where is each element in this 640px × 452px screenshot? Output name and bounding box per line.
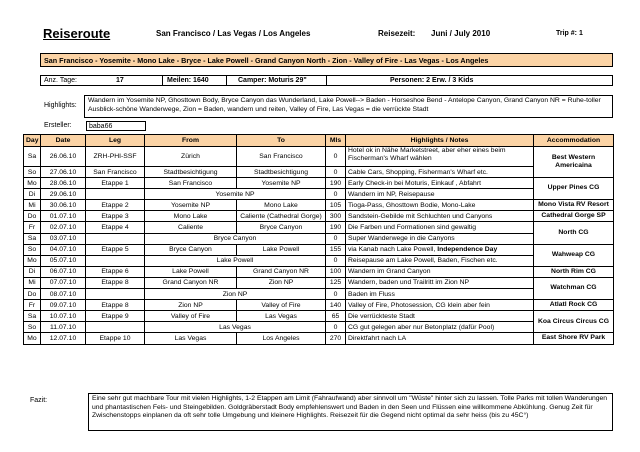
cell-mls: 0 <box>326 167 346 178</box>
cell-to: Zion NP <box>237 277 326 288</box>
cell-day: So <box>24 322 41 333</box>
tage-value: 17 <box>116 77 124 84</box>
itinerary-table <box>23 134 614 345</box>
cell-accommodation: Best Western Americaina <box>534 147 614 178</box>
col-header-mls: Mls <box>326 135 346 147</box>
cell-mls: 105 <box>326 200 346 211</box>
cell-to: Los Angeles <box>237 333 326 344</box>
cell-leg <box>86 233 145 244</box>
cell-day: Di <box>24 189 41 200</box>
cell-leg <box>86 289 145 300</box>
cell-mls: 140 <box>326 300 346 311</box>
table-row <box>24 211 614 222</box>
cell-to: Las Vegas <box>237 311 326 322</box>
cell-date: 02.07.10 <box>41 222 86 233</box>
cell-leg: Etappe 5 <box>86 244 145 255</box>
cell-day: Fr <box>24 222 41 233</box>
cell-date: 30.06.10 <box>41 200 86 211</box>
cell-to: Stadtbesichtigung <box>237 167 326 178</box>
cell-mls: 0 <box>326 322 346 333</box>
tage-label: Anz. Tage: <box>44 77 77 84</box>
cell-leg: San Francisco <box>86 167 145 178</box>
cell-leg: Etappe 8 <box>86 277 145 288</box>
route-summary: San Francisco / Las Vegas / Los Angeles <box>156 29 311 38</box>
cell-accommodation: Watchman CG <box>534 277 614 299</box>
cell-notes: Baden im Fluss <box>346 289 534 300</box>
table-row <box>24 255 614 266</box>
cell-date: 06.07.10 <box>41 266 86 277</box>
cell-location: Zion NP <box>145 289 326 300</box>
cell-notes: CG gut gelegen aber nur Betonplatz (dafür Pool) <box>346 322 534 333</box>
notes-text: via Kanab nach Lake Powell, <box>348 246 438 254</box>
cell-notes <box>346 244 534 255</box>
cell-mls: 270 <box>326 333 346 344</box>
cell-notes: Tioga-Pass, Ghosttown Bodie, Mono-Lake <box>346 200 534 211</box>
cell-day: Sa <box>24 147 41 167</box>
cell-from: Bryce Canyon <box>145 244 237 255</box>
cell-location: Bryce Canyon <box>145 233 326 244</box>
cell-notes: Cable Cars, Shopping, Fisherman's Wharf etc. <box>346 167 534 178</box>
cell-date: 05.07.10 <box>41 255 86 266</box>
cell-mls: 0 <box>326 189 346 200</box>
table-row <box>24 311 614 322</box>
cell-to: Bryce Canyon <box>237 222 326 233</box>
cell-date: 26.06.10 <box>41 147 86 167</box>
cell-notes: Valley of Fire, Photosession, CG klein aber fein <box>346 300 534 311</box>
route-bar: San Francisco - Yosemite - Mono Lake - Bryce - Lake Powell - Grand Canyon North - Zion - Valley of Fire - Las Vegas - Los Angeles <box>40 53 613 67</box>
table-row <box>24 189 614 200</box>
cell-from: Valley of Fire <box>145 311 237 322</box>
cell-day: Fr <box>24 300 41 311</box>
col-header-date: Date <box>41 135 86 147</box>
table-row <box>24 333 614 344</box>
meilen-label: Meilen: 1640 <box>167 77 209 84</box>
cell-leg: Etappe 8 <box>86 300 145 311</box>
cell-mls: 0 <box>326 233 346 244</box>
cell-leg: Etappe 10 <box>86 333 145 344</box>
cell-leg <box>86 255 145 266</box>
cell-accommodation: Mono Vista RV Resort <box>534 200 614 211</box>
cell-to: Valley of Fire <box>237 300 326 311</box>
info-row <box>40 75 613 86</box>
cell-leg: Etappe 3 <box>86 211 145 222</box>
cell-mls: 0 <box>326 289 346 300</box>
cell-from: Las Vegas <box>145 333 237 344</box>
table-row <box>24 178 614 189</box>
ersteller-label: Ersteller: <box>44 122 72 129</box>
cell-notes: Die Farben und Formationen sind gewaltig <box>346 222 534 233</box>
cell-from: Stadtbesichtigung <box>145 167 237 178</box>
cell-mls: 100 <box>326 266 346 277</box>
cell-mls: 300 <box>326 211 346 222</box>
table-row <box>24 200 614 211</box>
cell-day: Sa <box>24 233 41 244</box>
highlights-label: Highlights: <box>44 102 77 109</box>
cell-leg: Etappe 6 <box>86 266 145 277</box>
table-row <box>24 167 614 178</box>
cell-day: Mo <box>24 178 41 189</box>
reisezeit-value: Juni / July 2010 <box>431 29 491 38</box>
cell-date: 12.07.10 <box>41 333 86 344</box>
cell-mls: 190 <box>326 222 346 233</box>
cell-location: Yosemite NP <box>145 189 326 200</box>
cell-to: Mono Lake <box>237 200 326 211</box>
cell-date: 08.07.10 <box>41 289 86 300</box>
cell-notes: Hotel ok in Nähe Marketstreet, aber eher eines beim Fischerman's Wharf wählen <box>346 147 534 167</box>
cell-accommodation: Atlatl Rock CG <box>534 300 614 311</box>
cell-date: 10.07.10 <box>41 311 86 322</box>
cell-from: Zion NP <box>145 300 237 311</box>
cell-day: Sa <box>24 311 41 322</box>
cell-to: Lake Powell <box>237 244 326 255</box>
cell-date: 28.06.10 <box>41 178 86 189</box>
cell-to: Yosemite NP <box>237 178 326 189</box>
cell-date: 29.06.10 <box>41 189 86 200</box>
cell-date: 04.07.10 <box>41 244 86 255</box>
cell-location: Las Vegas <box>145 322 326 333</box>
cell-mls: 155 <box>326 244 346 255</box>
col-header-accommodation: Accommodation <box>534 135 614 147</box>
col-header-notes: Highlights / Notes <box>346 135 534 147</box>
personen-label: Personen: 2 Erw. / 3 Kids <box>390 77 474 84</box>
cell-from: Caliente <box>145 222 237 233</box>
col-header-to: To <box>237 135 326 147</box>
table-row <box>24 289 614 300</box>
col-header-from: From <box>145 135 237 147</box>
ersteller-value: baba66 <box>86 121 146 131</box>
notes-emphasis: Independence Day <box>437 246 498 254</box>
cell-day: Mo <box>24 333 41 344</box>
cell-leg: Etappe 2 <box>86 200 145 211</box>
cell-accommodation: Wahweap CG <box>534 244 614 266</box>
cell-date: 27.06.10 <box>41 167 86 178</box>
fazit-text: Eine sehr gut machbare Tour mit vielen Highlights, 1-2 Etappen am Limit (Fahraufwand) aber sinnvoll um "Wüste" hinter sich zu lassen. Tolle Parks mit tollen Wanderungen und phantastischen Fels- und Steingebilden. Goldgräberstadt Body empfehlenswert und Baden in den Seen und Flüssen eine willkommene Abkühlung. Genug Zeit für Zwischenstopps einplanen da oft sehr tolle Umgebung und kleinere Highlights. Reisezeit für die Gegend nicht optimal da sehr heiss (bis zu 45C°) <box>88 393 613 431</box>
cell-to: Grand Canyon NR <box>237 266 326 277</box>
cell-from: Mono Lake <box>145 211 237 222</box>
table-header-row <box>24 135 614 147</box>
cell-notes: Super Wanderwege in die Canyons <box>346 233 534 244</box>
reisezeit-label: Reisezeit: <box>378 29 416 38</box>
table-row <box>24 300 614 311</box>
cell-accommodation: North Rim CG <box>534 266 614 277</box>
cell-notes: Die verrückteste Stadt <box>346 311 534 322</box>
cell-day: So <box>24 244 41 255</box>
table-row <box>24 222 614 233</box>
cell-from: Yosemite NP <box>145 200 237 211</box>
camper-label: Camper: Moturis 29" <box>238 77 307 84</box>
cell-day: Di <box>24 266 41 277</box>
cell-notes: Wandern im Grand Canyon <box>346 266 534 277</box>
cell-mls: 65 <box>326 311 346 322</box>
cell-leg <box>86 189 145 200</box>
cell-date: 01.07.10 <box>41 211 86 222</box>
cell-day: Do <box>24 289 41 300</box>
table-row <box>24 277 614 288</box>
table-row <box>24 266 614 277</box>
page-title: Reiseroute <box>43 26 111 41</box>
cell-accommodation: Upper Pines CG <box>534 178 614 200</box>
cell-leg <box>86 322 145 333</box>
cell-day: So <box>24 167 41 178</box>
cell-accommodation: Cathedral Gorge SP <box>534 211 614 222</box>
cell-notes: Direktfahrt nach LA <box>346 333 534 344</box>
cell-accommodation: North CG <box>534 222 614 244</box>
fazit-label: Fazit: <box>30 397 48 404</box>
cell-date: 07.07.10 <box>41 277 86 288</box>
cell-mls: 0 <box>326 255 346 266</box>
table-row <box>24 244 614 255</box>
highlights-text: Wandern im Yosemite NP, Ghosttown Body, Bryce Canyon das Wunderland, Lake Powell--> Baden - Horseshoe Bend - Antelope Canyon, Grand Canyon NR = Ruhe-toller Ausblick-schöne Wanderwege, Zion = Baden, wandern und reiten, Valley of Fire, Las Vegas = die verrückte Stadt <box>84 95 613 118</box>
cell-day: Mi <box>24 277 41 288</box>
cell-notes: Sandstein-Gebilde mit Schluchten und Canyons <box>346 211 534 222</box>
cell-accommodation: East Shore RV Park <box>534 333 614 344</box>
cell-leg: Etappe 1 <box>86 178 145 189</box>
cell-accommodation: Koa Circus Circus CG <box>534 311 614 333</box>
cell-day: Mi <box>24 200 41 211</box>
cell-day: Do <box>24 211 41 222</box>
cell-from: San Francisco <box>145 178 237 189</box>
cell-leg: Etappe 9 <box>86 311 145 322</box>
cell-from: Lake Powell <box>145 266 237 277</box>
table-row <box>24 147 614 167</box>
cell-mls: 0 <box>326 147 346 167</box>
cell-notes: Reisepause am Lake Powell, Baden, Fischen etc. <box>346 255 534 266</box>
cell-leg: Etappe 4 <box>86 222 145 233</box>
col-header-day: Day <box>24 135 41 147</box>
trip-number: Trip #: 1 <box>556 30 583 37</box>
cell-date: 11.07.10 <box>41 322 86 333</box>
cell-leg: ZRH-PHI-SSF <box>86 147 145 167</box>
cell-date: 03.07.10 <box>41 233 86 244</box>
cell-notes: Wandern im NP, Reisepause <box>346 189 534 200</box>
cell-mls: 125 <box>326 277 346 288</box>
cell-notes: Wandern, baden und Trailritt im Zion NP <box>346 277 534 288</box>
cell-to: Caliente (Cathedral Gorge) <box>237 211 326 222</box>
cell-date: 09.07.10 <box>41 300 86 311</box>
cell-notes: Early Check-in bei Moturis, Einkauf , Abfahrt <box>346 178 534 189</box>
table-row <box>24 233 614 244</box>
cell-location: Lake Powell <box>145 255 326 266</box>
cell-mls: 190 <box>326 178 346 189</box>
table-row <box>24 322 614 333</box>
cell-from: Zürich <box>145 147 237 167</box>
col-header-leg: Leg <box>86 135 145 147</box>
cell-from: Grand Canyon NR <box>145 277 237 288</box>
cell-to: San Francisco <box>237 147 326 167</box>
cell-day: Mo <box>24 255 41 266</box>
